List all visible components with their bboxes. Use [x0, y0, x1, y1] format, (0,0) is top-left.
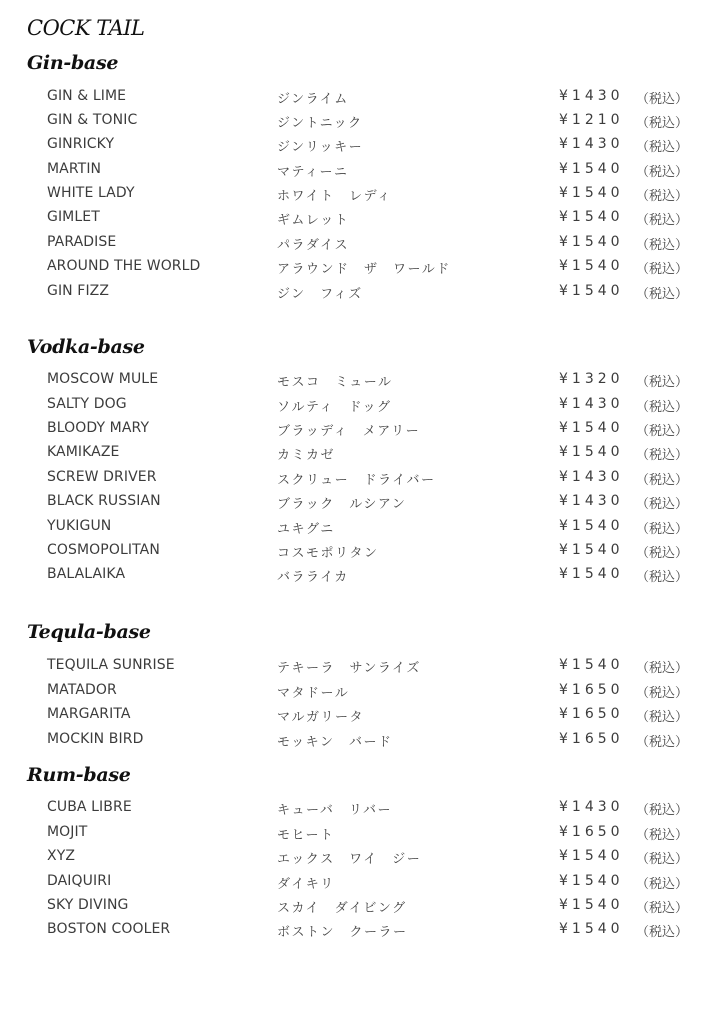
tax-label: （税込） — [636, 165, 689, 180]
drink-price: ¥1430 — [559, 493, 624, 509]
tax-label: （税込） — [636, 852, 689, 867]
drink-price: ¥1650 — [559, 682, 624, 698]
drink-price: ¥1650 — [559, 731, 624, 747]
menu-row — [0, 258, 724, 282]
menu-row — [0, 88, 724, 112]
menu-row — [0, 706, 724, 730]
drink-price: ¥1540 — [559, 657, 624, 673]
drink-price: ¥1540 — [559, 897, 624, 913]
tax-label: （税込） — [636, 497, 689, 512]
drink-price: ¥1430 — [559, 88, 624, 104]
drink-name-en: XYZ — [47, 848, 76, 864]
menu-row — [0, 209, 724, 233]
drink-price: ¥1540 — [559, 542, 624, 558]
tax-label: （税込） — [636, 238, 689, 253]
drink-name-jp: ギムレット — [277, 213, 350, 228]
drink-name-jp: テキーラ サンライズ — [277, 661, 421, 676]
menu-row — [0, 161, 724, 185]
tax-label: （税込） — [636, 522, 689, 537]
tax-label: （税込） — [636, 828, 689, 843]
drink-name-jp: スクリュー ドライバー — [277, 473, 436, 488]
menu-row — [0, 799, 724, 823]
drink-name-en: PARADISE — [47, 234, 117, 250]
tax-label: （税込） — [636, 424, 689, 439]
drink-price: ¥1540 — [559, 161, 624, 177]
tax-label: （税込） — [636, 448, 689, 463]
tax-label: （税込） — [636, 92, 689, 107]
menu-row — [0, 283, 724, 307]
tax-label: （税込） — [636, 116, 689, 131]
drink-name-en: MATADOR — [47, 682, 117, 698]
menu-row — [0, 731, 724, 755]
drink-price: ¥1540 — [559, 185, 624, 201]
drink-name-en: BOSTON COOLER — [47, 921, 171, 937]
menu-row — [0, 542, 724, 566]
tax-label: （税込） — [636, 901, 689, 916]
menu-row — [0, 234, 724, 258]
drink-name-jp: ユキグニ — [277, 522, 335, 537]
drink-name-jp: ダイキリ — [277, 877, 335, 892]
drink-name-en: KAMIKAZE — [47, 444, 120, 460]
tax-label: （税込） — [636, 877, 689, 892]
drink-name-en: SKY DIVING — [47, 897, 129, 913]
tax-label: （税込） — [636, 686, 689, 701]
drink-name-jp: ジントニック — [277, 116, 363, 131]
drink-name-en: BLOODY MARY — [47, 420, 150, 436]
drink-price: ¥1210 — [559, 112, 624, 128]
drink-price: ¥1540 — [559, 566, 624, 582]
drink-name-en: CUBA LIBRE — [47, 799, 132, 815]
drink-name-jp: ブラック ルシアン — [277, 497, 407, 512]
drink-name-jp: モッキン バード — [277, 735, 393, 750]
drink-name-en: TEQUILA SUNRISE — [47, 657, 175, 673]
drink-name-en: SALTY DOG — [47, 396, 127, 412]
menu-row — [0, 136, 724, 160]
menu-row — [0, 444, 724, 468]
drink-name-jp: ソルティ ドッグ — [277, 400, 392, 415]
drink-name-en: MARGARITA — [47, 706, 131, 722]
drink-name-jp: ホワイト レディ — [277, 189, 392, 204]
drink-name-jp: パラダイス — [277, 238, 349, 253]
drink-name-jp: ボストン クーラー — [277, 925, 408, 940]
drink-name-jp: マティーニ — [277, 165, 349, 180]
drink-name-jp: カミカゼ — [277, 448, 336, 463]
menu-row — [0, 657, 724, 681]
section-title-tequila: Tequla-base — [27, 621, 151, 643]
drink-name-jp: モスコ ミュール — [277, 375, 393, 390]
section-title-vodka: Vodka-base — [27, 336, 145, 358]
drink-name-en: GIN & LIME — [47, 88, 127, 104]
menu-row — [0, 493, 724, 517]
drink-name-en: GIN & TONIC — [47, 112, 138, 128]
drink-name-en: GINRICKY — [47, 136, 115, 152]
drink-name-en: DAIQUIRI — [47, 873, 112, 889]
drink-name-en: MOCKIN BIRD — [47, 731, 144, 747]
drink-name-en: GIN FIZZ — [47, 283, 110, 299]
menu-row — [0, 566, 724, 590]
drink-price: ¥1540 — [559, 848, 624, 864]
menu-row — [0, 921, 724, 945]
drink-name-en: YUKIGUN — [47, 518, 112, 534]
drink-price: ¥1650 — [559, 706, 624, 722]
drink-price: ¥1540 — [559, 873, 624, 889]
tax-label: （税込） — [636, 189, 689, 204]
menu-row — [0, 371, 724, 395]
tax-label: （税込） — [636, 710, 689, 725]
drink-name-jp: キューバ リバー — [277, 803, 392, 818]
drink-name-en: AROUND THE WORLD — [47, 258, 201, 274]
tax-label: （税込） — [636, 213, 689, 228]
drink-price: ¥1430 — [559, 136, 624, 152]
tax-label: （税込） — [636, 473, 689, 488]
drink-price: ¥1650 — [559, 824, 624, 840]
drink-price: ¥1430 — [559, 469, 624, 485]
drink-name-en: COSMOPOLITAN — [47, 542, 160, 558]
tax-label: （税込） — [636, 375, 689, 390]
menu-row — [0, 824, 724, 848]
drink-name-jp: ジンリッキー — [277, 140, 364, 155]
drink-name-jp: マタドール — [277, 686, 350, 701]
drink-name-en: GIMLET — [47, 209, 100, 225]
drink-name-jp: エックス ワイ ジー — [277, 852, 422, 867]
drink-price: ¥1540 — [559, 283, 624, 299]
drink-name-jp: モヒート — [277, 828, 335, 843]
tax-label: （税込） — [636, 803, 689, 818]
menu-row — [0, 518, 724, 542]
tax-label: （税込） — [636, 925, 689, 940]
drink-price: ¥1320 — [559, 371, 624, 387]
menu-row — [0, 396, 724, 420]
drink-name-en: BLACK RUSSIAN — [47, 493, 161, 509]
menu-row — [0, 682, 724, 706]
tax-label: （税込） — [636, 400, 689, 415]
menu-row — [0, 897, 724, 921]
menu-row — [0, 112, 724, 136]
drink-name-jp: スカイ ダイビング — [277, 901, 407, 916]
drink-price: ¥1540 — [559, 444, 624, 460]
menu-row — [0, 469, 724, 493]
section-title-gin: Gin-base — [27, 52, 119, 74]
tax-label: （税込） — [636, 546, 689, 561]
drink-name-jp: コスモポリタン — [277, 546, 379, 561]
tax-label: （税込） — [636, 287, 689, 302]
drink-name-jp: アラウンド ザ ワールド — [277, 262, 451, 277]
drink-price: ¥1430 — [559, 396, 624, 412]
drink-name-jp: バラライカ — [277, 570, 349, 585]
menu-row — [0, 848, 724, 872]
tax-label: （税込） — [636, 140, 689, 155]
drink-name-jp: マルガリータ — [277, 710, 365, 725]
drink-price: ¥1430 — [559, 799, 624, 815]
section-title-rum: Rum-base — [27, 764, 131, 786]
drink-price: ¥1540 — [559, 258, 624, 274]
drink-name-en: BALALAIKA — [47, 566, 126, 582]
tax-label: （税込） — [636, 661, 689, 676]
drink-price: ¥1540 — [559, 518, 624, 534]
tax-label: （税込） — [636, 262, 689, 277]
drink-price: ¥1540 — [559, 234, 624, 250]
tax-label: （税込） — [636, 570, 689, 585]
menu-row — [0, 873, 724, 897]
drink-name-en: MOSCOW MULE — [47, 371, 159, 387]
drink-name-en: MARTIN — [47, 161, 102, 177]
drink-price: ¥1540 — [559, 420, 624, 436]
drink-name-en: SCREW DRIVER — [47, 469, 157, 485]
tax-label: （税込） — [636, 735, 689, 750]
drink-name-en: WHITE LADY — [47, 185, 135, 201]
drink-name-jp: ジン フィズ — [277, 287, 363, 302]
menu-row — [0, 420, 724, 444]
drink-price: ¥1540 — [559, 921, 624, 937]
menu-row — [0, 185, 724, 209]
drink-name-jp: ジンライム — [277, 92, 349, 107]
drink-price: ¥1540 — [559, 209, 624, 225]
drink-name-en: MOJIT — [47, 824, 88, 840]
drink-name-jp: ブラッディ メアリー — [277, 424, 421, 439]
page-title: COCK TAIL — [27, 16, 145, 40]
